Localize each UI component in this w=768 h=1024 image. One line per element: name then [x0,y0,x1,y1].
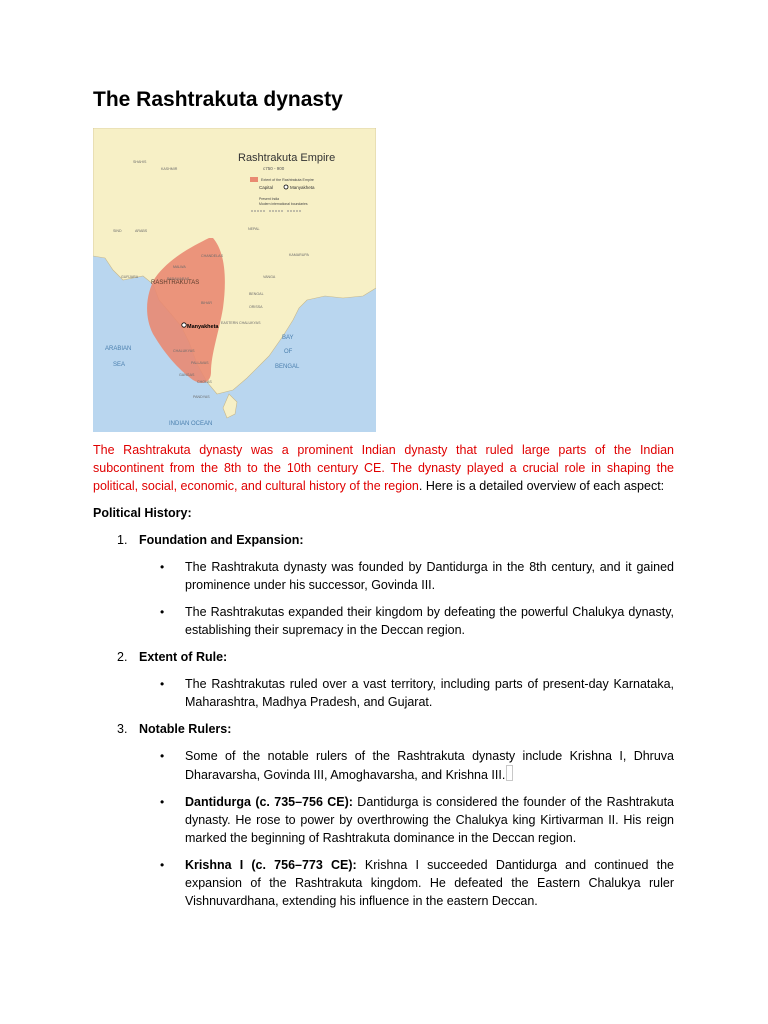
place-label: PARAMARAS [167,277,190,281]
political-history-heading: Political History: [93,506,192,520]
place-label: CHALUKYAS [173,349,195,353]
rashtrakuta-empire-map [93,128,376,432]
section-heading-text: Notable Rulers: [139,722,232,736]
intro-red-text: The Rashtrakuta dynasty was a prominent Indian dynasty that ruled large parts of the Indian subcontinent from the 8th to the 10th century CE. The dynasty played a crucial role in shaping the political, social, economic, and cultural history of the region [93,443,674,493]
sections-list [93,531,674,910]
bullet-icon: • [160,858,165,872]
bullet-icon: • [160,795,165,809]
document-body [93,441,674,910]
legend-border-1: Present India [259,197,279,201]
page-title: The Rashtrakuta dynasty [93,88,343,111]
section-heading-text: Extent of Rule: [139,650,228,664]
map-sea-arabian-1: ARABIAN [105,346,132,352]
place-label: KAMARUPA [289,253,309,257]
section-item [93,531,674,639]
bullet-text: The Rashtrakutas expanded their kingdom by defeating the powerful Chalukya dynasty, establishing their supremacy in the Deccan region. [185,605,674,637]
bullet-text: Some of the notable rulers of the Rashtrakuta dynasty include Krishna I, Dhruva Dharavarsha, Govinda III, Amoghavarsha, and Krishna III. [185,749,674,782]
place-label: KASHMIR [161,167,178,171]
bullet-list [93,747,674,910]
list-item [93,793,674,847]
list-item [93,558,674,594]
place-label: NEPAL [248,227,260,231]
list-item [93,603,674,639]
section-number: 1. [117,533,128,547]
map-svg [93,128,376,432]
place-label: PANDYAS [193,395,210,399]
list-item [93,856,674,910]
section-item [93,648,674,711]
bullet-list [93,558,674,639]
place-label: GURJARA [121,275,139,279]
place-label: ORISSA [249,305,263,309]
place-label: GANGAS [179,373,195,377]
citation-marker-icon [506,765,513,781]
section-item [93,720,674,910]
legend-extent: Extent of the Rashtrakuta Empire [261,178,314,182]
list-item [93,747,674,784]
ruler-name: Krishna I (c. 756–773 CE): [185,858,357,872]
map-bay-1: BAY [282,335,294,341]
section-heading [93,531,674,549]
section-heading [93,648,674,666]
place-label: BENGAL [249,292,264,296]
section-heading-text: Foundation and Expansion: [139,533,304,547]
bullet-text: The Rashtrakuta dynasty was founded by Dantidurga in the 8th century, and it gained prominence under his successor, Govinda III. [185,560,674,592]
map-capital-marker [182,323,186,327]
place-label: PALLAVAS [191,361,209,365]
place-label: CHANDELAS [201,254,223,258]
place-label: MALWA [173,265,186,269]
map-bay-3: BENGAL [275,364,300,370]
bullet-text: The Rashtrakutas ruled over a vast territory, including parts of present-day Karnataka, Maharashtra, Madhya Pradesh, and Gujarat. [185,677,674,709]
map-sea-arabian-2: SEA [113,362,126,368]
map-dates: c750 - 900 [263,166,285,171]
place-label: SIND [113,229,122,233]
legend-capital-name: Manyakheta [290,185,315,190]
bullet-icon: • [160,605,165,619]
bullet-icon: • [160,677,165,691]
map-ocean: INDIAN OCEAN [169,421,213,427]
map-region-label: RASHTRAKUTAS [151,280,200,286]
intro-black-text: . Here is a detailed overview of each aspect: [418,479,665,493]
list-item [93,675,674,711]
place-label: ARABS [135,229,148,233]
section-heading [93,720,674,738]
intro-paragraph [93,441,674,495]
place-label: EASTERN CHALUKYAS [221,321,261,325]
bullet-icon: • [160,749,165,763]
bullet-text: Dantidurga is considered the founder of the Rashtrakuta dynasty. He rose to power by overthrowing the Chalukya king Kirtivarman II. His reign marked the beginning of Rashtrakuta dominance in the Deccan region. [185,795,674,845]
place-label: BIHAR [201,301,212,305]
bullet-icon: • [160,560,165,574]
place-label: CHOLAS [197,380,212,384]
legend-swatch [250,177,258,182]
ruler-name: Dantidurga (c. 735–756 CE): [185,795,353,809]
bullet-list [93,675,674,711]
place-label: VANGA [263,275,276,279]
legend-border-2: Modern international boundaries [259,202,308,206]
place-label: SHAHIS [133,160,147,164]
bullet-text: Krishna I succeeded Dantidurga and continued the expansion of the Rashtrakuta kingdom. He defeated the Eastern Chalukya ruler Vishnuvardhana, extending his influence in the eastern Deccan. [185,858,674,908]
legend-capital-icon [284,185,288,189]
section-number: 3. [117,722,128,736]
map-bay-2: OF [284,349,293,355]
map-heading: Rashtrakuta Empire [238,152,336,164]
section-number: 2. [117,650,128,664]
legend-capital-label: Capital [259,185,274,190]
map-capital-label: Manyakheta [187,324,219,330]
